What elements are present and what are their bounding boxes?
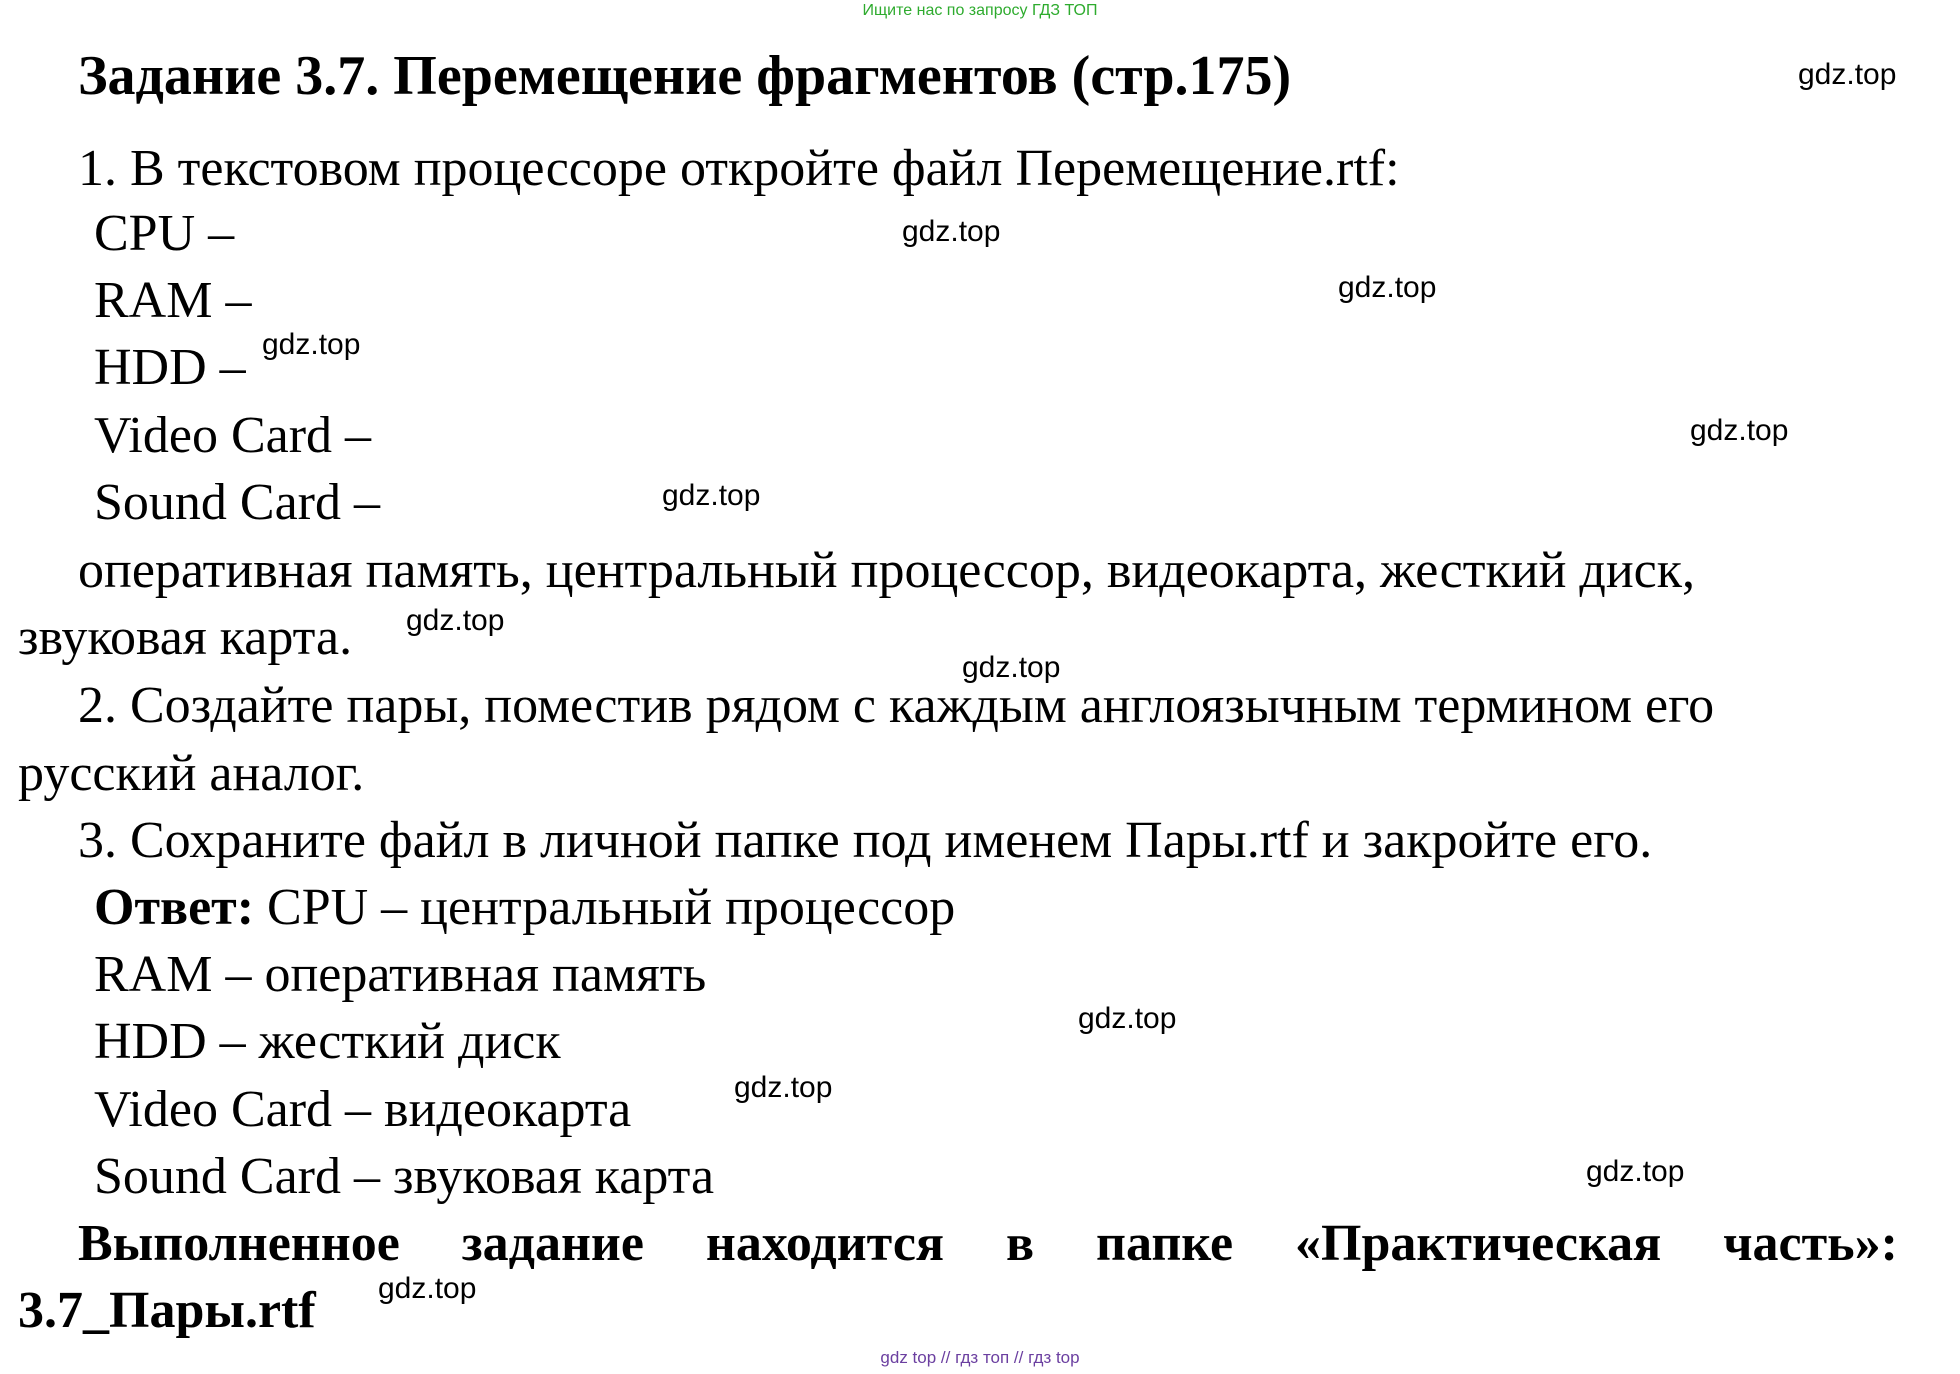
answer-video-card: Video Card – видеокарта xyxy=(94,1081,632,1138)
watermark: gdz.top xyxy=(406,604,505,637)
term-video-card: Video Card – xyxy=(94,407,372,464)
step-2-line-2: русский аналог. xyxy=(18,745,365,802)
watermark: gdz.top xyxy=(734,1071,833,1104)
term-ram: RAM – xyxy=(94,272,252,329)
completed-line-1: Выполненное задание находится в папке «Практическая часть»: xyxy=(78,1215,1898,1272)
watermark: gdz.top xyxy=(378,1272,477,1305)
watermark: gdz.top xyxy=(1338,271,1437,304)
answer-cpu-text: CPU – центральный процессор xyxy=(267,879,956,936)
watermark: gdz.top xyxy=(1586,1155,1685,1188)
top-banner: Ищите нас по запросу ГДЗ ТОП xyxy=(862,2,1098,19)
step-1: 1. В текстовом процессоре откройте файл Перемещение.rtf: xyxy=(78,140,1400,197)
watermark: gdz.top xyxy=(1078,1002,1177,1035)
bottom-banner: gdz top // гдз топ // гдз top xyxy=(880,1348,1080,1367)
term-cpu: CPU – xyxy=(94,205,235,262)
watermark: gdz.top xyxy=(1798,58,1897,91)
page-title: Задание 3.7. Перемещение фрагментов (стр.175) xyxy=(78,45,1292,107)
translations-line-1: оперативная память, центральный процессор, видеокарта, жесткий диск, xyxy=(78,542,1696,599)
step-3: 3. Сохраните файл в личной папке под именем Пары.rtf и закройте его. xyxy=(78,812,1653,869)
watermark: gdz.top xyxy=(1690,414,1789,447)
answer-ram: RAM – оперативная память xyxy=(94,946,707,1003)
watermark: gdz.top xyxy=(962,651,1061,684)
answer-cpu xyxy=(94,879,956,936)
term-hdd: HDD – xyxy=(94,339,246,396)
completed-line-2: 3.7_Пары.rtf xyxy=(18,1282,316,1339)
answer-sound-card: Sound Card – звуковая карта xyxy=(94,1148,715,1205)
watermark: gdz.top xyxy=(902,215,1001,248)
watermark: gdz.top xyxy=(662,479,761,512)
answer-hdd: HDD – жесткий диск xyxy=(94,1013,561,1070)
term-sound-card: Sound Card – xyxy=(94,474,380,531)
translations-line-2: звуковая карта. xyxy=(18,609,353,666)
step-2-line-1: 2. Создайте пары, поместив рядом с каждым англоязычным термином его xyxy=(78,677,1715,734)
watermark: gdz.top xyxy=(262,328,361,361)
answer-label: Ответ: xyxy=(94,879,255,936)
